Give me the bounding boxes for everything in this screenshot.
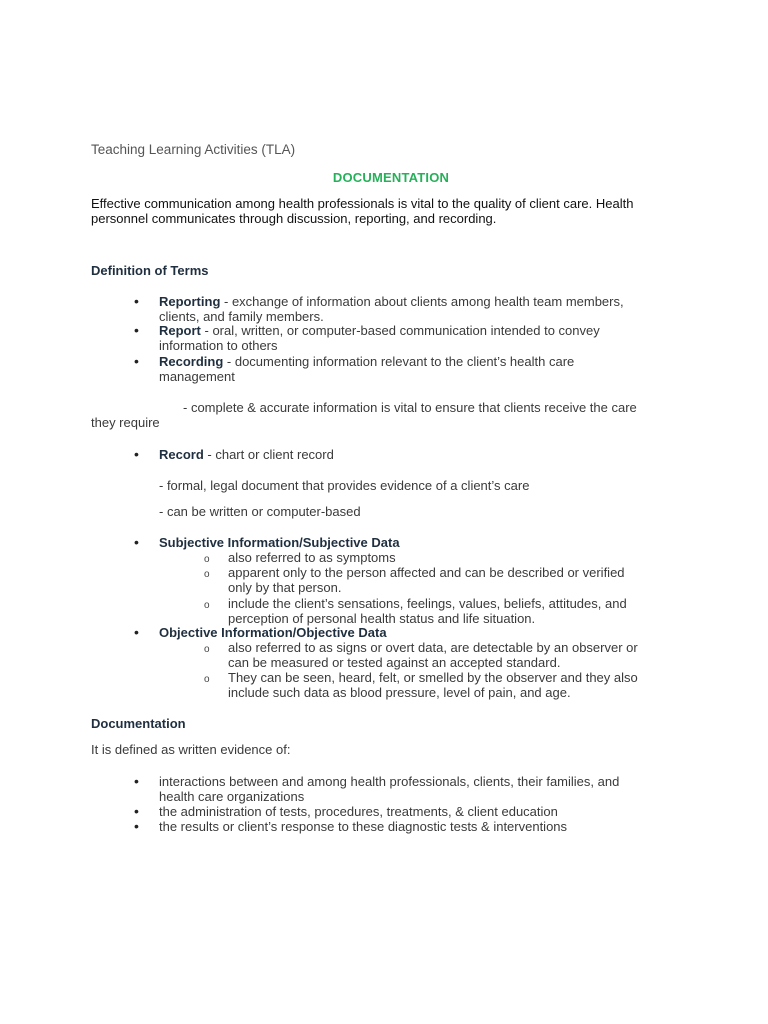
report-term: Report <box>159 323 201 338</box>
care-note-line-2: they require <box>91 415 160 430</box>
documentation-item-1-line-1: interactions between and among health professionals, clients, their families, and <box>159 774 620 789</box>
sub-bullet-icon: o <box>204 600 210 611</box>
recording-line-1 <box>159 354 574 369</box>
report-desc: - oral, written, or computer-based communication intended to convey <box>200 323 600 338</box>
reporting-line-2: clients, and family members. <box>159 309 324 324</box>
course-header: Teaching Learning Activities (TLA) <box>91 142 296 157</box>
bullet-icon: • <box>134 353 139 369</box>
reporting-desc: - exchange of information about clients among health team members, <box>220 294 624 309</box>
record-note-2: - can be written or computer-based <box>159 504 361 519</box>
subjective-item-2-line-2: only by that person. <box>228 580 342 595</box>
documentation-item-3: the results or client’s response to these diagnostic tests & interventions <box>159 819 568 834</box>
objective-item-1-line-1: also referred to as signs or overt data, are detectable by an observer or <box>228 640 638 655</box>
bullet-icon: • <box>134 818 139 834</box>
objective-term <box>159 625 387 640</box>
objective-item-2-line-2: include such data as blood pressure, level of pain, and age. <box>228 685 571 700</box>
documentation-intro: It is defined as written evidence of: <box>91 742 291 757</box>
sub-bullet-icon: o <box>204 554 210 565</box>
reporting-line-1 <box>159 294 624 309</box>
subjective-term-label: Subjective Information/Subjective Data <box>159 535 400 550</box>
sub-bullet-icon: o <box>204 674 210 685</box>
record-term: Record <box>159 447 204 462</box>
sub-bullet-icon: o <box>204 644 210 655</box>
report-line-2: information to others <box>159 338 278 353</box>
recording-term: Recording <box>159 354 224 369</box>
objective-item-2-line-1: They can be seen, heard, felt, or smelled by the observer and they also <box>228 670 638 685</box>
bullet-icon: • <box>134 534 139 550</box>
recording-line-2: management <box>159 369 235 384</box>
subjective-item-2-line-1: apparent only to the person affected and can be described or verified <box>228 565 625 580</box>
definitions-heading: Definition of Terms <box>91 263 209 278</box>
documentation-heading: Documentation <box>91 716 186 731</box>
care-note-line-1: - complete & accurate information is vital to ensure that clients receive the care <box>183 400 637 415</box>
intro-line-2: personnel communicates through discussion, reporting, and recording. <box>91 211 497 226</box>
subjective-term <box>159 535 400 550</box>
documentation-item-2: the administration of tests, procedures, treatments, & client education <box>159 804 558 819</box>
recording-desc: - documenting information relevant to the client’s health care <box>223 354 575 369</box>
intro-line-1: Effective communication among health professionals is vital to the quality of client care. Health <box>91 196 634 211</box>
objective-term-label: Objective Information/Objective Data <box>159 625 387 640</box>
sub-bullet-icon: o <box>204 569 210 580</box>
subjective-item-3-line-1: include the client’s sensations, feelings, values, beliefs, attitudes, and <box>228 596 627 611</box>
bullet-icon: • <box>134 803 139 819</box>
bullet-icon: • <box>134 322 139 338</box>
subjective-item-1: also referred to as symptoms <box>228 550 396 565</box>
documentation-item-1-line-2: health care organizations <box>159 789 305 804</box>
record-line-1 <box>159 447 334 462</box>
subjective-item-3-line-2: perception of personal health status and life situation. <box>228 611 536 626</box>
objective-item-1-line-2: can be measured or tested against an accepted standard. <box>228 655 561 670</box>
reporting-term: Reporting <box>159 294 221 309</box>
bullet-icon: • <box>134 446 139 462</box>
bullet-icon: • <box>134 773 139 789</box>
report-line-1 <box>159 323 600 338</box>
page-title: DOCUMENTATION <box>332 170 450 185</box>
bullet-icon: • <box>134 293 139 309</box>
record-desc: - chart or client record <box>203 447 334 462</box>
record-note-1: - formal, legal document that provides evidence of a client’s care <box>159 478 530 493</box>
bullet-icon: • <box>134 624 139 640</box>
